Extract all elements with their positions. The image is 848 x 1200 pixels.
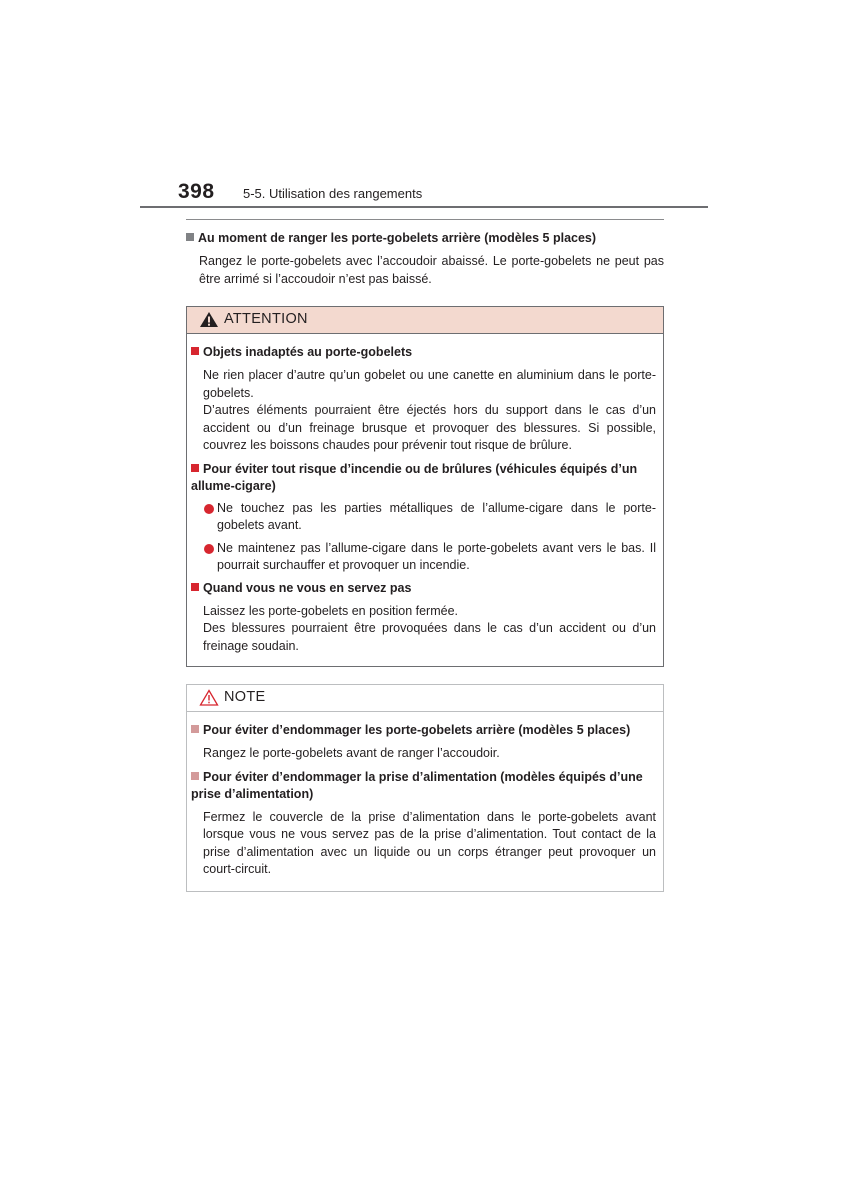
- attention-box: [186, 306, 664, 667]
- square-bullet-icon: [191, 725, 199, 733]
- square-bullet-icon: [191, 583, 199, 591]
- note-item-body: Fermez le couvercle de la prise d’alimentation dans le porte-gobelets avant lorsque vous ne vous servez pas de la prise d’alimentation. Tout contact de la prise d’alimentation avec un liquide ou un corps étranger peut provoquer un court-circuit.: [203, 809, 656, 876]
- square-bullet-icon: [191, 347, 199, 355]
- attention-bullet: Ne touchez pas les parties métalliques de l’allume-cigare dans le porte-gobelets avant.: [203, 500, 656, 535]
- sub-rule: [186, 219, 664, 220]
- note-header: [187, 685, 663, 712]
- attention-item-heading: Pour éviter tout risque d’incendie ou de brûlures (véhicules équipés d’un allume-cigare): [191, 461, 638, 493]
- attention-body: [187, 334, 663, 655]
- intro-heading: Au moment de ranger les porte-gobelets arrière (modèles 5 places): [186, 230, 664, 247]
- note-item-heading: Pour éviter d’endommager la prise d’alimentation (modèles équipés d’une prise d’alimentation): [191, 769, 643, 801]
- page-header: [140, 180, 708, 210]
- square-bullet-icon: [191, 772, 199, 780]
- note-item-body: Rangez le porte-gobelets avant de ranger l’accoudoir.: [203, 746, 500, 760]
- attention-title: ATTENTION: [224, 311, 308, 327]
- attention-item-heading: Objets inadaptés au porte-gobelets: [191, 344, 656, 361]
- note-body: [187, 712, 663, 879]
- section-title: 5-5. Utilisation des rangements: [243, 186, 423, 201]
- square-bullet-icon: [186, 233, 194, 241]
- intro-topic: [186, 230, 664, 288]
- warning-icon: [199, 311, 219, 328]
- attention-item-body: Ne rien placer d’autre qu’un gobelet ou une canette en aluminium dans le porte-gobelets. D’autres éléments pourraient être éjectés hors du support dans le cas d’un accident ou d’un freinage brusque et provoquer des blessures. Si possible, couvrez les boissons chaudes pour prévenir tout risque de brûlure.: [203, 368, 656, 452]
- caution-icon: [199, 689, 219, 706]
- page-number: 398: [178, 180, 215, 203]
- note-title: NOTE: [224, 689, 266, 705]
- attention-item-body: Laissez les porte-gobelets en position fermée. Des blessures pourraient être provoquées dans le cas d’un accident ou d’un freinage soudain.: [203, 603, 656, 653]
- bullet-dot-icon: [204, 504, 214, 514]
- note-item-heading: Pour éviter d’endommager les porte-gobelets arrière (modèles 5 places): [191, 722, 656, 739]
- attention-bullet: Ne maintenez pas l’allume-cigare dans le porte-gobelets avant vers le bas. Il pourrait surchauffer et provoquer un incendie.: [203, 540, 656, 575]
- attention-item-heading: Quand vous ne vous en servez pas: [191, 580, 656, 597]
- header-rule: [140, 206, 708, 208]
- square-bullet-icon: [191, 464, 199, 472]
- note-box: [186, 684, 664, 892]
- intro-body: Rangez le porte-gobelets avec l’accoudoir abaissé. Le porte-gobelets ne peut pas être arrimé si l’accoudoir n’est pas baissé.: [199, 254, 664, 286]
- attention-header: [187, 307, 663, 334]
- bullet-dot-icon: [204, 544, 214, 554]
